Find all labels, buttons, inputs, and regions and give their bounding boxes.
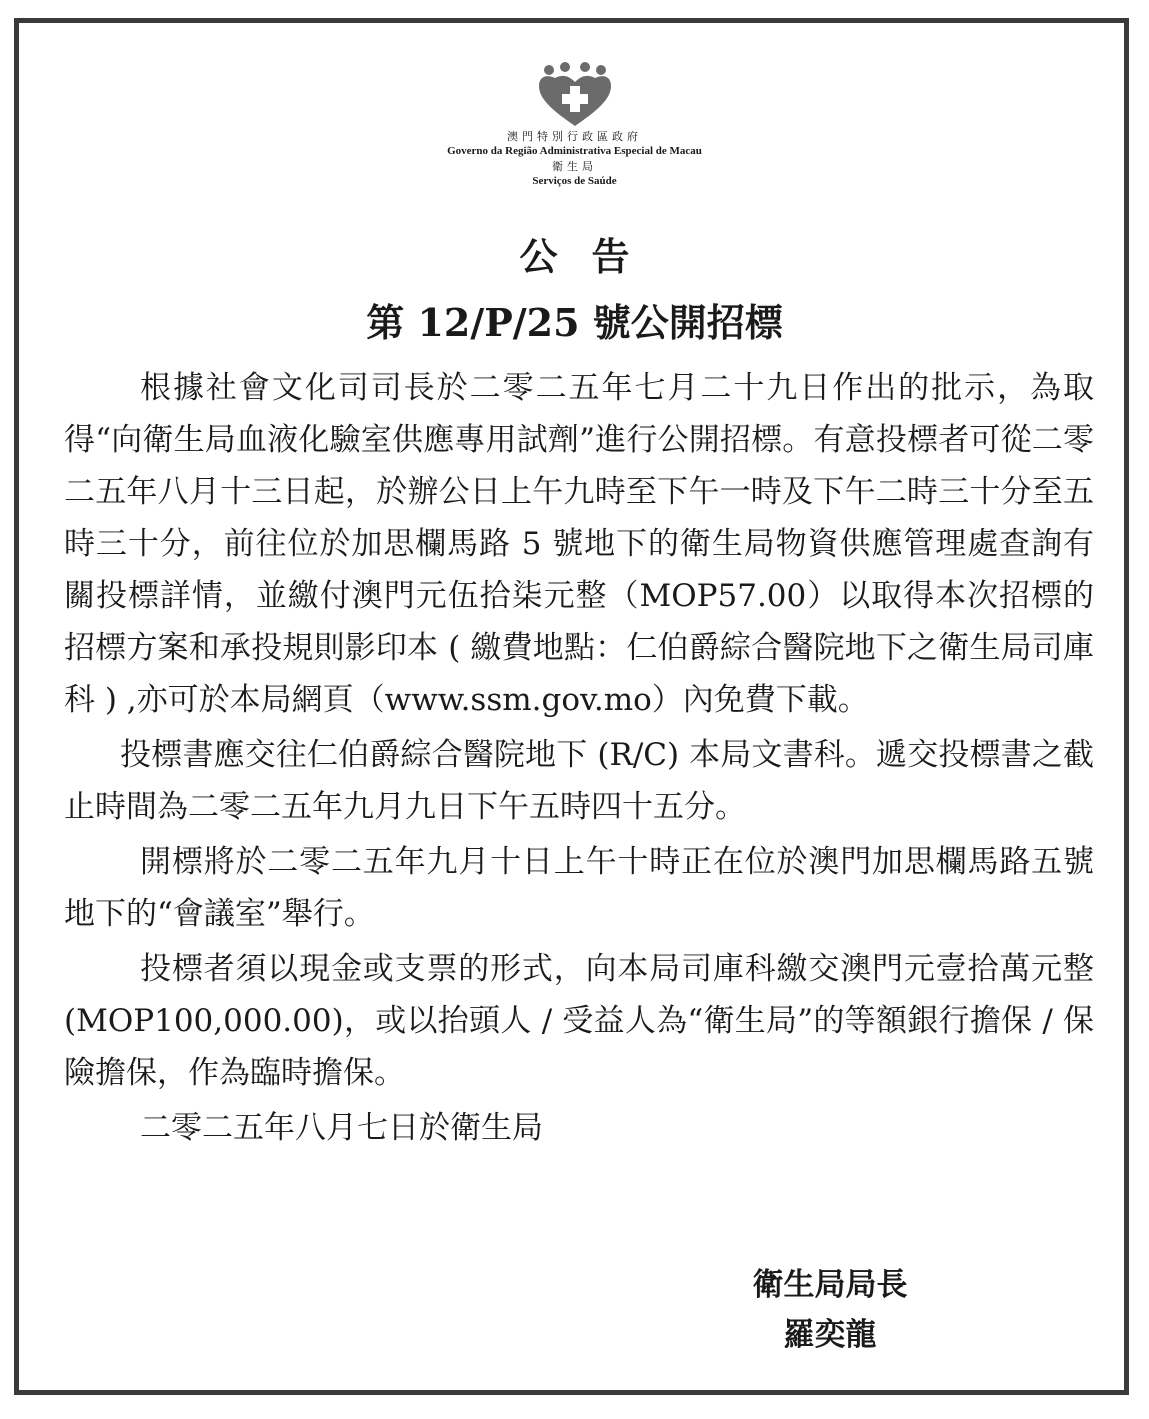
signatory-position: 衛生局局長	[752, 1267, 908, 1303]
signatory-name: 羅奕龍	[783, 1317, 877, 1353]
notice-title: 公告	[519, 234, 664, 279]
letterhead	[0, 62, 1149, 188]
government-name-portuguese: Governo da Região Administrativa Especial de Macau	[447, 145, 702, 157]
signature-block	[700, 1260, 960, 1360]
government-name-chinese: 澳門特別行政區政府	[507, 130, 642, 143]
paragraph-guarantee: 投標者須以現金或支票的形式，向本局司庫科繳交澳門元壹拾萬元整 (MOP100,000.00)，或以抬頭人 / 受益人為“衛生局”的等額銀行擔保 / 保險擔保，作為臨時擔保。	[64, 951, 1094, 1091]
notice-body	[64, 362, 1094, 1157]
tender-number-title: 第 12/P/25 號公開招標	[366, 300, 783, 345]
paragraph-tender-details: 根據社會文化司司長於二零二五年七月二十九日作出的批示，為取得“向衛生局血液化驗室供應專用試劑”進行公開招標。有意投標者可從二零二五年八月十三日起，於辦公日上午九時至下午一時及下午二時三十分至五時三十分，前往位於加思欄馬路 5 號地下的衛生局物資供應管理處查詢有關投標詳情，並繳付澳門元伍拾柒元整（MOP57.00）以取得本次招標的招標方案和承投規則影印本 ( 繳費地點：仁伯爵綜合醫院地下之衛生局司庫科 ) ,亦可於本局網頁（www.ssm.gov.mo）內免費下載。	[64, 370, 1094, 718]
department-name-chinese: 衛生局	[552, 160, 597, 173]
paragraph-opening: 開標將於二零二五年九月十日上午十時正在位於澳門加思欄馬路五號地下的“會議室”舉行。	[64, 844, 1094, 932]
paragraph-date: 二零二五年八月七日於衛生局	[140, 1110, 543, 1146]
paragraph-submission: 投標書應交往仁伯爵綜合醫院地下 (R/C) 本局文書科。遞交投標書之截止時間為二零二五年九月九日下午五時四十五分。	[64, 737, 1094, 825]
health-bureau-logo-icon	[535, 62, 615, 128]
department-name-portuguese: Serviços de Saúde	[532, 175, 617, 187]
